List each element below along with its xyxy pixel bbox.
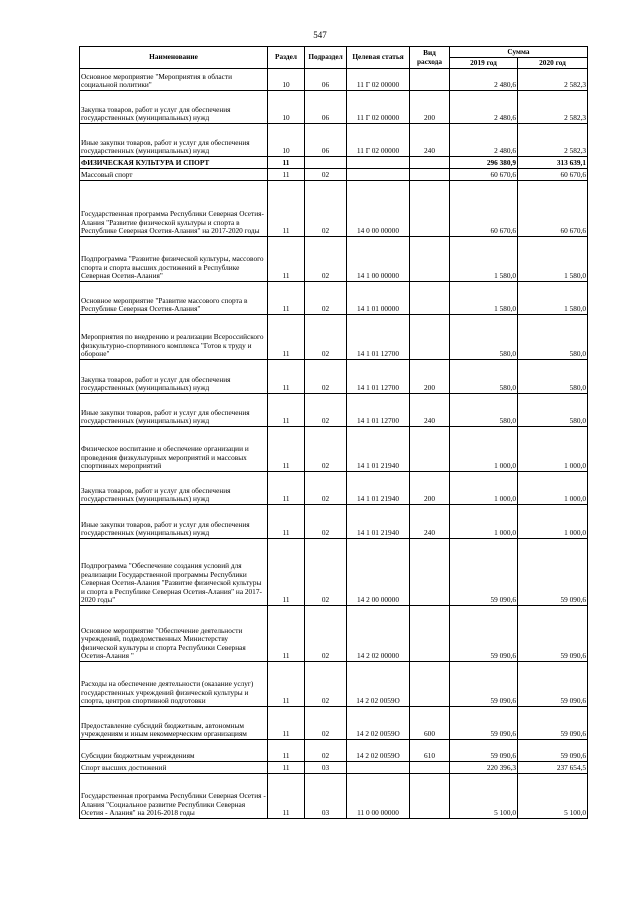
cell-target: 14 1 01 12700 — [347, 360, 410, 394]
cell-name: Государственная программа Республики Северная Осетия - Алания "Социальное развитие Республики Северная Осетия - Алания" на 2016-2018 годы — [80, 774, 268, 819]
cell-2019: 580,0 — [450, 315, 518, 360]
cell-target: 14 1 01 12700 — [347, 394, 410, 427]
cell-2020: 59 090,6 — [518, 707, 588, 740]
cell-name: Основное мероприятие "Развитие массового спорта в Республике Северная Осетия-Алания" — [80, 282, 268, 315]
table-row — [80, 662, 588, 707]
cell-target — [347, 157, 410, 169]
cell-vid — [410, 69, 450, 91]
cell-name: Физическое воспитание и обеспечение организации и проведения физкультурных мероприятий и массовых спортивных мероприятий — [80, 427, 268, 472]
cell-razdel: 11 — [268, 237, 305, 282]
cell-target: 14 1 01 21940 — [347, 472, 410, 505]
cell-2019: 59 090,6 — [450, 707, 518, 740]
cell-target: 14 1 01 12700 — [347, 315, 410, 360]
header-2019: 2019 год — [450, 58, 518, 69]
cell-podrazdel — [305, 157, 347, 169]
cell-vid — [410, 762, 450, 774]
cell-2019: 220 396,3 — [450, 762, 518, 774]
cell-target: 14 2 00 00000 — [347, 539, 410, 606]
cell-vid — [410, 774, 450, 819]
table-row — [80, 539, 588, 606]
table-body — [80, 69, 588, 819]
cell-target: 14 2 02 00000 — [347, 606, 410, 662]
cell-2020: 5 100,0 — [518, 774, 588, 819]
cell-2019: 59 090,6 — [450, 606, 518, 662]
cell-name: Подпрограмма "Развитие физической культуры, массового спорта и спорта высших достижений в Республике Северная Осетия-Алания" — [80, 237, 268, 282]
cell-2019: 2 480,6 — [450, 124, 518, 157]
cell-2020: 1 000,0 — [518, 505, 588, 539]
cell-2019: 2 480,6 — [450, 91, 518, 124]
cell-podrazdel: 02 — [305, 427, 347, 472]
cell-target: 14 2 02 0059О — [347, 740, 410, 762]
table-row — [80, 427, 588, 472]
cell-2020: 313 639,1 — [518, 157, 588, 169]
cell-razdel: 11 — [268, 315, 305, 360]
cell-2020: 2 582,3 — [518, 91, 588, 124]
cell-target: 14 1 01 21940 — [347, 505, 410, 539]
table-row — [80, 91, 588, 124]
cell-razdel: 10 — [268, 91, 305, 124]
cell-2019: 60 670,6 — [450, 181, 518, 237]
cell-podrazdel: 02 — [305, 237, 347, 282]
table-row — [80, 707, 588, 740]
cell-2019: 59 090,6 — [450, 662, 518, 707]
cell-2019: 59 090,6 — [450, 539, 518, 606]
cell-name: Государственная программа Республики Северная Осетия-Алания "Развитие физической культуры и спорта в Республике Северная Осетия-Алания" на 2017-2020 годы — [80, 181, 268, 237]
cell-2019: 1 580,0 — [450, 237, 518, 282]
table-row — [80, 505, 588, 539]
header-2020: 2020 год — [518, 58, 588, 69]
cell-name: Закупка товаров, работ и услуг для обеспечения государственных (муниципальных) нужд — [80, 472, 268, 505]
cell-razdel: 11 — [268, 181, 305, 237]
table-row — [80, 360, 588, 394]
cell-razdel: 11 — [268, 662, 305, 707]
cell-target: 14 1 01 00000 — [347, 282, 410, 315]
cell-2020: 580,0 — [518, 394, 588, 427]
cell-2019: 2 480,6 — [450, 69, 518, 91]
cell-2020: 59 090,6 — [518, 662, 588, 707]
header-name: Наименование — [80, 47, 268, 69]
cell-target: 14 0 00 00000 — [347, 181, 410, 237]
cell-razdel: 11 — [268, 774, 305, 819]
table-row — [80, 237, 588, 282]
cell-podrazdel: 02 — [305, 505, 347, 539]
cell-vid — [410, 662, 450, 707]
cell-podrazdel: 02 — [305, 539, 347, 606]
cell-podrazdel: 02 — [305, 360, 347, 394]
cell-podrazdel: 02 — [305, 394, 347, 427]
cell-razdel: 11 — [268, 394, 305, 427]
cell-vid — [410, 606, 450, 662]
cell-target: 11 Г 02 00000 — [347, 124, 410, 157]
cell-2020: 1 580,0 — [518, 237, 588, 282]
cell-razdel: 11 — [268, 427, 305, 472]
cell-razdel: 11 — [268, 505, 305, 539]
cell-vid — [410, 315, 450, 360]
cell-name: Расходы на обеспечение деятельности (оказание услуг) государственных учреждений физической культуры и спорта, центров спортивной подготовки — [80, 662, 268, 707]
header-podrazdel: Подраздел — [305, 47, 347, 69]
table-row — [80, 740, 588, 762]
cell-vid — [410, 169, 450, 181]
cell-razdel: 11 — [268, 539, 305, 606]
cell-podrazdel: 02 — [305, 315, 347, 360]
cell-2020: 237 654,5 — [518, 762, 588, 774]
cell-vid — [410, 427, 450, 472]
cell-podrazdel: 02 — [305, 181, 347, 237]
cell-2020: 59 090,6 — [518, 539, 588, 606]
cell-2019: 1 580,0 — [450, 282, 518, 315]
cell-2020: 59 090,6 — [518, 740, 588, 762]
cell-name: Массовый спорт — [80, 169, 268, 181]
cell-podrazdel: 06 — [305, 124, 347, 157]
table-row — [80, 69, 588, 91]
table-row — [80, 157, 588, 169]
cell-razdel: 11 — [268, 740, 305, 762]
cell-2019: 5 100,0 — [450, 774, 518, 819]
table-row — [80, 181, 588, 237]
cell-vid: 200 — [410, 91, 450, 124]
cell-2019: 1 000,0 — [450, 472, 518, 505]
cell-razdel: 11 — [268, 360, 305, 394]
cell-name: Иные закупки товаров, работ и услуг для обеспечения государственных (муниципальных) нужд — [80, 394, 268, 427]
cell-2020: 59 090,6 — [518, 606, 588, 662]
cell-vid: 600 — [410, 707, 450, 740]
cell-2020: 1 000,0 — [518, 427, 588, 472]
header-target: Целевая статья — [347, 47, 410, 69]
cell-name: Спорт высших достижений — [80, 762, 268, 774]
cell-vid: 200 — [410, 472, 450, 505]
cell-vid — [410, 237, 450, 282]
cell-vid: 240 — [410, 124, 450, 157]
table-row — [80, 606, 588, 662]
cell-podrazdel: 06 — [305, 91, 347, 124]
cell-target: 14 1 01 21940 — [347, 427, 410, 472]
cell-2019: 580,0 — [450, 394, 518, 427]
cell-name: Закупка товаров, работ и услуг для обеспечения государственных (муниципальных) нужд — [80, 91, 268, 124]
budget-table — [79, 46, 588, 819]
cell-podrazdel: 02 — [305, 169, 347, 181]
cell-target — [347, 762, 410, 774]
cell-target: 14 1 00 00000 — [347, 237, 410, 282]
header-sum: Сумма — [450, 47, 588, 58]
cell-razdel: 11 — [268, 472, 305, 505]
cell-razdel: 10 — [268, 124, 305, 157]
cell-name: Закупка товаров, работ и услуг для обеспечения государственных (муниципальных) нужд — [80, 360, 268, 394]
cell-vid: 240 — [410, 505, 450, 539]
cell-vid: 240 — [410, 394, 450, 427]
cell-name: Основное мероприятие "Мероприятия в области социальной политики" — [80, 69, 268, 91]
cell-razdel: 11 — [268, 707, 305, 740]
cell-vid — [410, 181, 450, 237]
cell-target: 11 Г 02 00000 — [347, 91, 410, 124]
cell-2020: 580,0 — [518, 360, 588, 394]
cell-podrazdel: 06 — [305, 69, 347, 91]
cell-name: ФИЗИЧЕСКАЯ КУЛЬТУРА И СПОРТ — [80, 157, 268, 169]
cell-razdel: 10 — [268, 69, 305, 91]
cell-name: Иные закупки товаров, работ и услуг для обеспечения государственных (муниципальных) нужд — [80, 505, 268, 539]
cell-2019: 1 000,0 — [450, 505, 518, 539]
cell-podrazdel: 02 — [305, 707, 347, 740]
table-row — [80, 315, 588, 360]
cell-vid — [410, 157, 450, 169]
cell-podrazdel: 02 — [305, 282, 347, 315]
table-header-row — [80, 47, 588, 58]
cell-target: 11 0 00 00000 — [347, 774, 410, 819]
table-row — [80, 762, 588, 774]
cell-vid — [410, 282, 450, 315]
cell-name: Предоставление субсидий бюджетным, автономным учреждениям и иным некоммерческим организациям — [80, 707, 268, 740]
cell-2020: 580,0 — [518, 315, 588, 360]
cell-2020: 2 582,3 — [518, 124, 588, 157]
cell-razdel: 11 — [268, 606, 305, 662]
cell-target: 11 Г 02 00000 — [347, 69, 410, 91]
cell-name: Иные закупки товаров, работ и услуг для обеспечения государственных (муниципальных) нужд — [80, 124, 268, 157]
cell-vid — [410, 539, 450, 606]
header-vid: Вид расхода — [410, 47, 450, 69]
cell-2019: 296 380,9 — [450, 157, 518, 169]
cell-2020: 2 582,3 — [518, 69, 588, 91]
cell-podrazdel: 03 — [305, 762, 347, 774]
cell-podrazdel: 02 — [305, 606, 347, 662]
cell-razdel: 11 — [268, 157, 305, 169]
cell-name: Подпрограмма "Обеспечение создания условий для реализации Государственной программы Республики Северная Осетия-Алания "Развитие физической культуры и спорта в Республике Северная Осетия-Алания" на 2017-2020 годы" — [80, 539, 268, 606]
cell-target: 14 2 02 0059О — [347, 707, 410, 740]
cell-2019: 1 000,0 — [450, 427, 518, 472]
page-number: 547 — [313, 30, 327, 40]
cell-razdel: 11 — [268, 762, 305, 774]
table-row — [80, 282, 588, 315]
cell-name: Основное мероприятие "Обеспечение деятельности учреждений, подведомственных Министерству физической культуры и спорта Республики Северная Осетия-Алания " — [80, 606, 268, 662]
cell-2020: 1 580,0 — [518, 282, 588, 315]
table-row — [80, 774, 588, 819]
header-razdel: Раздел — [268, 47, 305, 69]
cell-2019: 580,0 — [450, 360, 518, 394]
table-row — [80, 394, 588, 427]
cell-target — [347, 169, 410, 181]
cell-podrazdel: 02 — [305, 740, 347, 762]
cell-name: Мероприятия по внедрению и реализации Всероссийского физкультурно-спортивного комплекса "Готов к труду и обороне" — [80, 315, 268, 360]
table-row — [80, 472, 588, 505]
cell-vid: 610 — [410, 740, 450, 762]
cell-2020: 1 000,0 — [518, 472, 588, 505]
cell-vid: 200 — [410, 360, 450, 394]
cell-2019: 59 090,6 — [450, 740, 518, 762]
table-row — [80, 169, 588, 181]
cell-target: 14 2 02 0059О — [347, 662, 410, 707]
cell-2019: 60 670,6 — [450, 169, 518, 181]
cell-razdel: 11 — [268, 282, 305, 315]
cell-podrazdel: 02 — [305, 662, 347, 707]
cell-2020: 60 670,6 — [518, 169, 588, 181]
table-row — [80, 124, 588, 157]
cell-podrazdel: 02 — [305, 472, 347, 505]
cell-name: Субсидии бюджетным учреждениям — [80, 740, 268, 762]
cell-podrazdel: 03 — [305, 774, 347, 819]
cell-razdel: 11 — [268, 169, 305, 181]
cell-2020: 60 670,6 — [518, 181, 588, 237]
